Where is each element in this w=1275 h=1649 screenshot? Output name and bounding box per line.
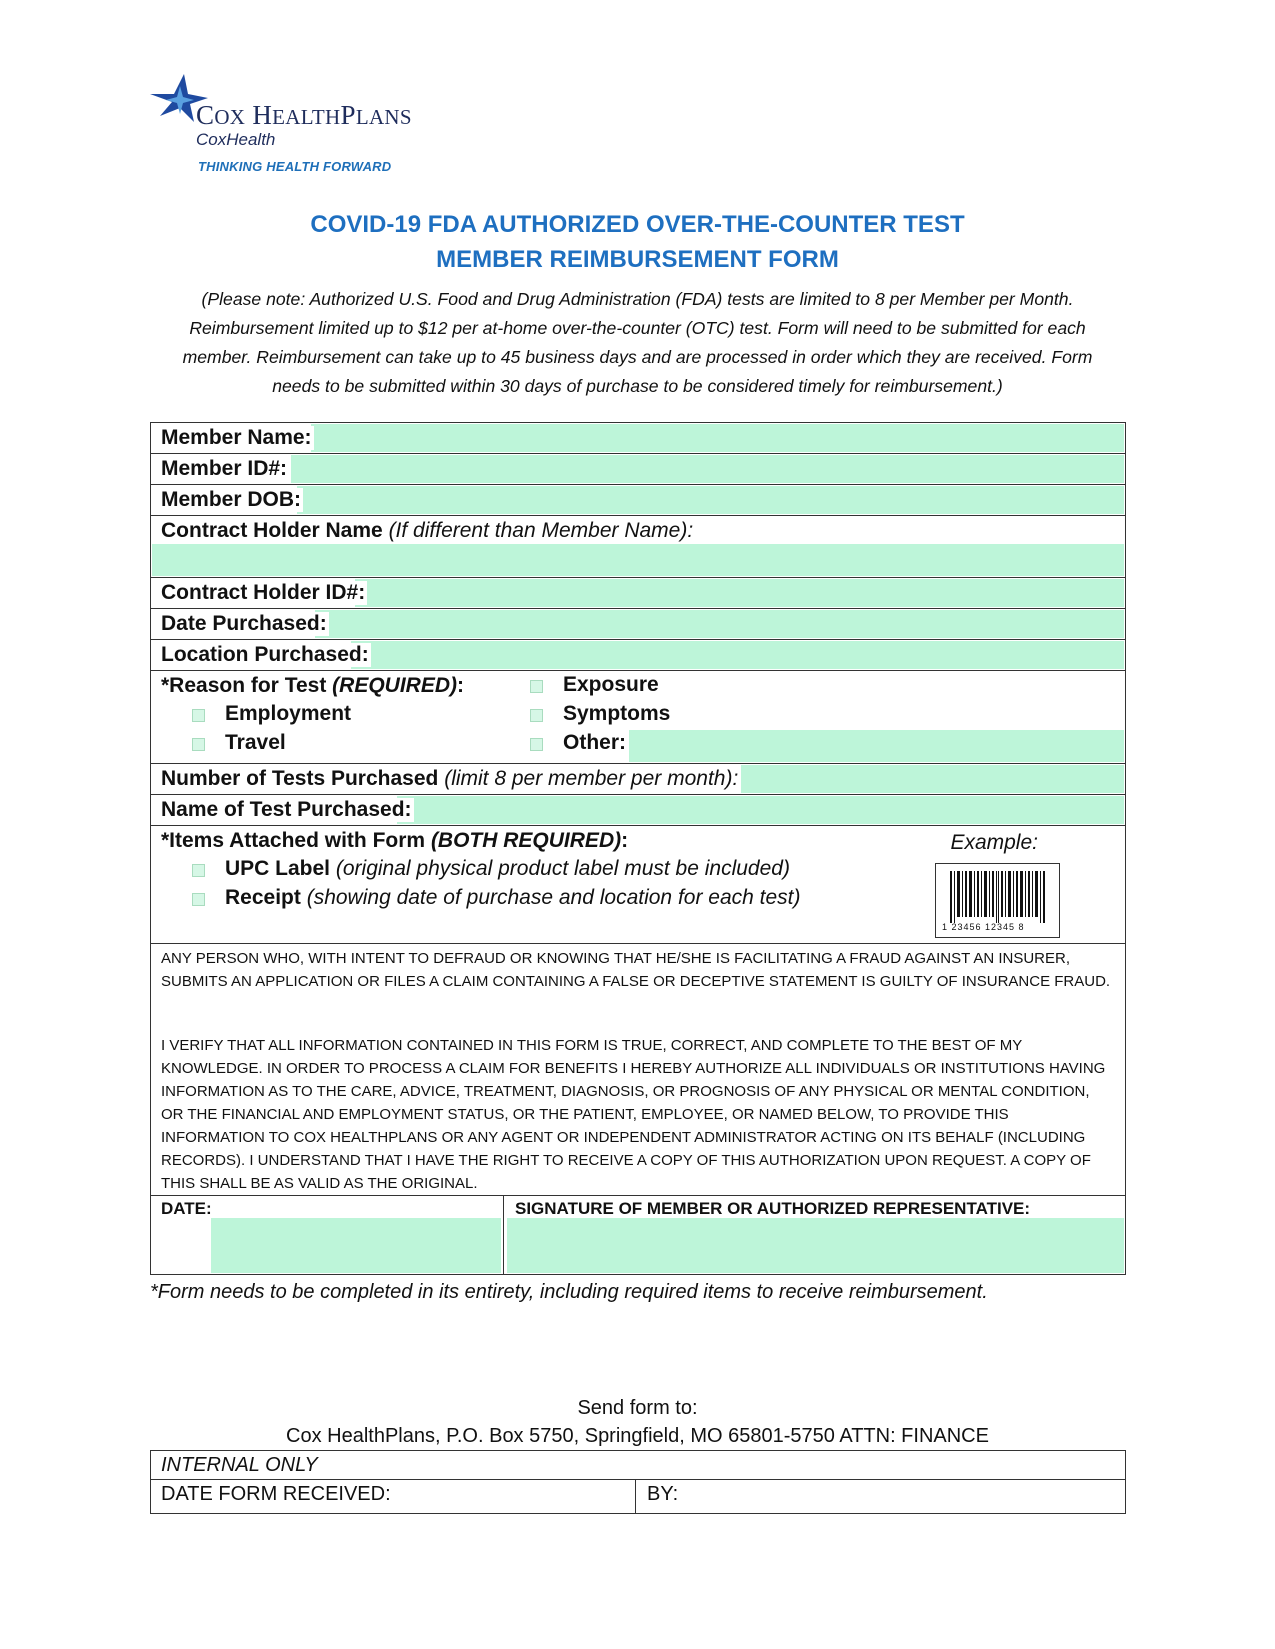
mailing-address: Cox HealthPlans, P.O. Box 5750, Springfield, MO 65801-5750 ATTN: FINANCE: [286, 1425, 989, 1447]
barcode-digits: 1 23456 12345 8: [942, 922, 1025, 932]
intro-note: (Please note: Authorized U.S. Food and Drug Administration (FDA) tests are limited to 8 per Member per Month. Reimbursement limited up to $12 per at-home over-the-counter (OTC) test. Form will need to be submitted for each member. Reimbursement can take up to 45 business days and are processed in order which they are received. Form needs to be submitted within 30 days of purchase to be considered timely for reimbursement.): [182, 289, 1093, 396]
other-checkbox[interactable]: [530, 738, 543, 751]
cox-healthplans-logo: [150, 72, 410, 177]
test-name-row: [151, 795, 1125, 826]
date-purchased-field[interactable]: [315, 610, 1124, 638]
form-title-line2: MEMBER REIMBURSEMENT FORM: [436, 246, 839, 273]
employment-checkbox[interactable]: [192, 709, 205, 722]
number-of-tests-field[interactable]: [741, 765, 1124, 793]
other-label: Other:: [563, 731, 626, 754]
exposure-label: Exposure: [563, 673, 659, 696]
employment-label: Employment: [225, 702, 352, 725]
location-purchased-row: [151, 640, 1125, 671]
internal-only-label: INTERNAL ONLY: [161, 1454, 318, 1476]
items-attached-row: [151, 826, 1125, 944]
member-id-label: Member ID#:: [161, 457, 288, 480]
form-title-line1: COVID-19 FDA AUTHORIZED OVER-THE-COUNTER TEST: [310, 211, 965, 238]
contract-holder-name-label: Contract Holder Name (If different than Member Name):: [161, 519, 694, 542]
contract-holder-id-row: [151, 578, 1125, 609]
upc-barcode-example: [935, 863, 1060, 938]
items-attached-label: *Items Attached with Form (BOTH REQUIRED):: [161, 829, 629, 852]
internal-received-row: [151, 1480, 1125, 1513]
internal-divider: [635, 1480, 636, 1513]
contract-holder-id-field[interactable]: [355, 579, 1124, 607]
legal-statement: [151, 944, 1125, 1196]
symptoms-checkbox[interactable]: [530, 709, 543, 722]
member-name-row: [151, 423, 1125, 454]
member-dob-label: Member DOB:: [161, 488, 302, 511]
fraud-statement: ANY PERSON WHO, WITH INTENT TO DEFRAUD OR KNOWING THAT HE/SHE IS FACILITATING A FRAUD AGAINST AN INSURER, SUBMITS AN APPLICATION OR FILES A CLAIM CONTAINING A FALSE OR DECEPTIVE STATEMENT IS GUILTY OF INSURANCE FRAUD.: [161, 950, 1111, 990]
travel-label: Travel: [225, 731, 286, 754]
send-form-heading: Send form to:: [577, 1397, 698, 1419]
internal-only-table: [150, 1450, 1126, 1514]
signature-field[interactable]: [507, 1218, 1124, 1273]
date-purchased-row: [151, 609, 1125, 640]
signature-row: [151, 1196, 1125, 1274]
reason-for-test-label: *Reason for Test (REQUIRED):: [161, 674, 465, 697]
member-dob-field[interactable]: [297, 486, 1124, 514]
date-form-received-label: DATE FORM RECEIVED:: [161, 1483, 391, 1505]
signature-divider: [503, 1196, 504, 1274]
contract-holder-name-field[interactable]: [152, 544, 1124, 576]
reason-for-test-row: [151, 671, 1125, 764]
barcode-icon: [950, 871, 1046, 923]
number-of-tests-label: Number of Tests Purchased (limit 8 per member per month):: [161, 767, 739, 790]
contract-holder-name-row: [151, 516, 1125, 578]
contract-holder-id-label: Contract Holder ID#:: [161, 581, 366, 604]
date-label: DATE:: [161, 1199, 212, 1218]
reimbursement-form: [150, 422, 1126, 1275]
member-name-field[interactable]: [311, 424, 1124, 452]
member-id-field[interactable]: [291, 455, 1124, 483]
completion-footnote: *Form needs to be completed in its entirety, including required items to receive reimbursement.: [150, 1281, 988, 1303]
example-label: Example:: [950, 831, 1038, 854]
logo-brand-name: COX HEALTHPLANS: [196, 100, 412, 130]
verification-statement: I VERIFY THAT ALL INFORMATION CONTAINED IN THIS FORM IS TRUE, CORRECT, AND COMPLETE TO THE BEST OF MY KNOWLEDGE. IN ORDER TO PROCESS A CLAIM FOR BENEFITS I HEREBY AUTHORIZE ALL INDIVIDUALS OR INSTITUTIONS HAVING INFORMATION AS TO THE CARE, ADVICE, TREATMENT, DIAGNOSIS, OR PROGNOSIS OF ANY PHYSICAL OR MENTAL CONDITION, OR THE FINANCIAL AND EMPLOYMENT STATUS, OR THE PATIENT, EMPLOYEE, OR NAMED BELOW, TO PROVIDE THIS INFORMATION TO COX HEALTHPLANS OR ANY AGENT OR INDEPENDENT ADMINISTRATOR ACTING ON ITS BEHALF (INCLUDING RECORDS). I UNDERSTAND THAT I HAVE THE RIGHT TO RECEIVE A COPY OF THIS AUTHORIZATION UPON REQUEST. A COPY OF THIS SHALL BE AS VALID AS THE ORIGINAL.: [161, 1037, 1106, 1192]
location-purchased-field[interactable]: [351, 641, 1124, 669]
exposure-checkbox[interactable]: [530, 680, 543, 693]
receipt-item: Receipt (showing date of purchase and location for each test): [225, 886, 801, 909]
date-purchased-label: Date Purchased:: [161, 612, 327, 635]
received-by-label: BY:: [647, 1483, 679, 1505]
signature-label: SIGNATURE OF MEMBER OR AUTHORIZED REPRESENTATIVE:: [515, 1199, 1031, 1218]
travel-checkbox[interactable]: [192, 738, 205, 751]
member-name-label: Member Name:: [161, 426, 312, 449]
logo-subtitle: CoxHealth: [196, 130, 276, 149]
other-reason-field[interactable]: [629, 730, 1124, 762]
receipt-checkbox[interactable]: [192, 893, 205, 906]
test-name-field[interactable]: [397, 796, 1124, 824]
symptoms-label: Symptoms: [563, 702, 671, 725]
member-dob-row: [151, 485, 1125, 516]
internal-header-row: [151, 1451, 1125, 1480]
upc-label-checkbox[interactable]: [192, 864, 205, 877]
upc-label-item: UPC Label (original physical product label must be included): [225, 857, 790, 880]
date-signed-field[interactable]: [211, 1218, 501, 1273]
test-name-label: Name of Test Purchased:: [161, 798, 412, 821]
location-purchased-label: Location Purchased:: [161, 643, 369, 666]
number-of-tests-row: [151, 764, 1125, 795]
logo-tagline: THINKING HEALTH FORWARD: [198, 159, 392, 174]
member-id-row: [151, 454, 1125, 485]
